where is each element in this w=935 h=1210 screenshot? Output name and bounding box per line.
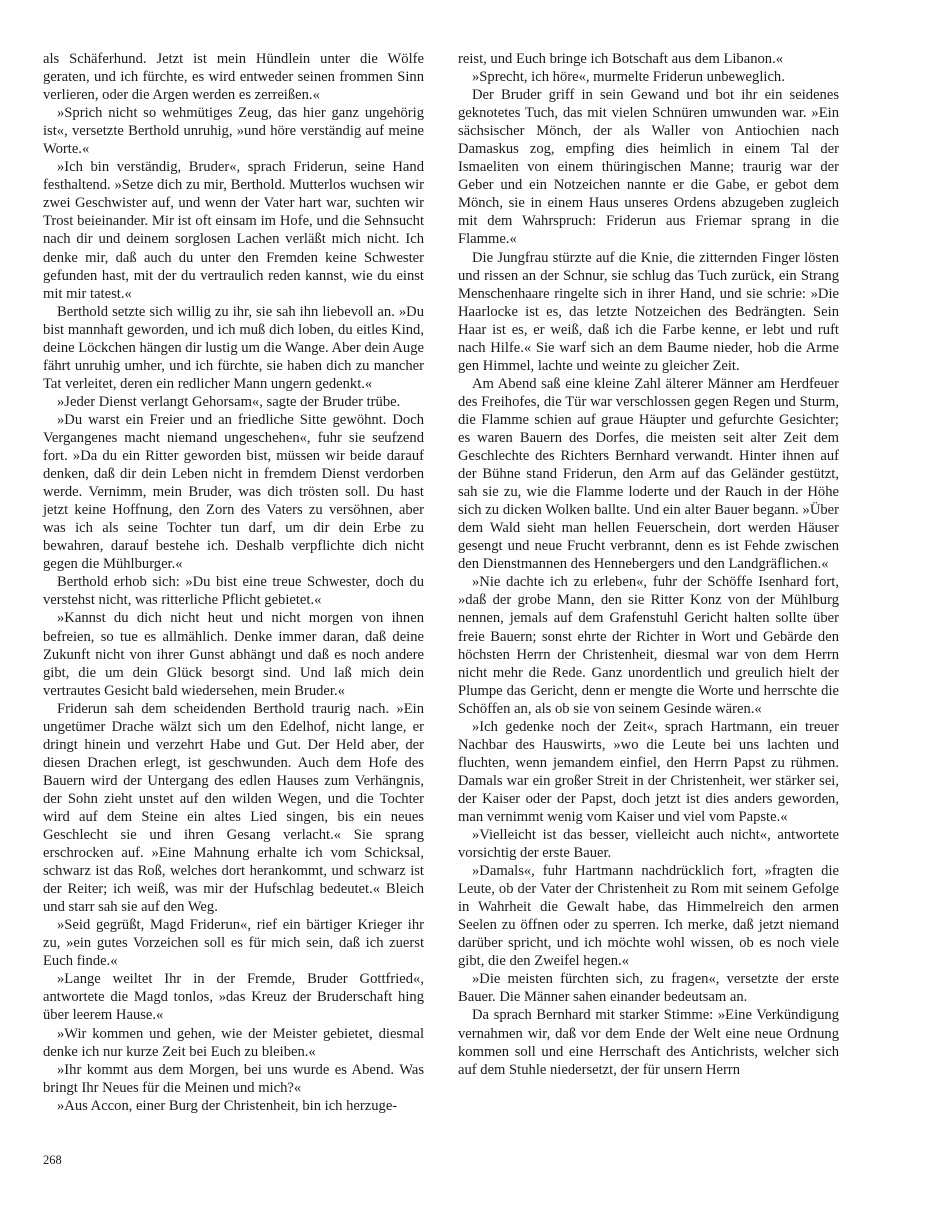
paragraph: »Ihr kommt aus dem Morgen, bei uns wurde es Abend. Was bringt Ihr Neues für die Meinen und mich?« [43, 1061, 424, 1096]
paragraph: »Ich bin verständig, Bruder«, sprach Friderun, seine Hand festhaltend. »Setze dich zu mir, Berthold. Mutterlos wuchsen wir zwei Geschwister auf, und wenn der Vater hart war, suchten wir Trost beieinander. Mir ist oft einsam im Hofe, und die Sehnsucht nach dir und deinem sorglosen Lachen verläßt mich nicht. Ich denke mir, daß auch du unter den Fremden keine Schwester gefunden hast, mit der du vertraulich reden kannst, wie du einst mit mir tatest.« [43, 159, 424, 302]
paragraph: »Kannst du dich nicht heut und nicht morgen von ihnen befreien, so tue es allmählich. Denke immer daran, daß deine Zukunft nicht von ihrer Gunst abhängt und daß es noch andere gibt, die um dein Glück besorgt sind. Und laß mich dein vertrautes Gesicht bald wiedersehen, mein Bruder.« [43, 610, 424, 699]
paragraph: reist, und Euch bringe ich Botschaft aus dem Libanon.« [458, 51, 784, 67]
paragraph: »Jeder Dienst verlangt Gehorsam«, sagte der Bruder trübe. [57, 393, 401, 410]
paragraph: »Aus Accon, einer Burg der Christenheit, bin ich herzuge- [57, 1097, 398, 1114]
paragraph: »Seid gegrüßt, Magd Friderun«, rief ein bärtiger Krieger ihr zu, »ein gutes Vorzeichen soll es für mich sein, daß ich zuerst Euch finde.« [43, 917, 424, 970]
paragraph: Da sprach Bernhard mit starker Stimme: »Eine Verkündigung vernahmen wir, daß vor dem Ende der Welt eine neue Ordnung kommen soll und eine Herrschaft des Antichrists, welcher sich auf dem Stuhle niedersetzt, der für unsern Herrn [458, 1007, 839, 1078]
paragraph: »Nie dachte ich zu erleben«, fuhr der Schöffe Isenhard fort, »daß der grobe Mann, den sie Ritter Konz von der Mühlburg nennen, jemals auf dem Grafenstuhl Gericht halten sollte über freie Bauern; sonst ehrte der Richter in Wort und Gebärde den höchsten Herrn der Christenheit, diesmal war von dem Herrn nicht mehr die Rede. Ganz unordentlich und greulich hielt der Plumpe das Gericht, denn er mengte die Worte und herrschte die Schöffen an, als ob sie von seinem Gesinde wären.« [458, 574, 839, 717]
paragraph: »Sprich nicht so wehmütiges Zeug, das hier ganz ungehörig ist«, versetzte Berthold unruhig, »und höre verständig auf meine Worte.« [43, 105, 424, 158]
paragraph: »Ich gedenke noch der Zeit«, sprach Hartmann, ein treuer Nachbar des Hauswirts, »wo die Leute bei uns lachten und fluchten, wenn jemandem einfiel, den Herrn Papst zu rühmen. Damals war ein großer Streit in der Christenheit, wer stärker sei, der Kaiser oder der Papst, doch jetzt ist dies anders geworden, man vernimmt wenig vom Kaiser und viel vom Papste.« [458, 718, 839, 825]
paragraph: Friderun sah dem scheidenden Berthold traurig nach. »Ein ungetümer Drache wälzt sich um den Edelhof, nicht lange, er dringt hinein und verzehrt Habe und Gut. Der Held aber, der diesen Drachen erlegt, ist geschwunden. Auch dem Hofe des Bauern wird der Untergang des edlen Hauses zum Verhängnis, der Sohn zieht unstet auf den wilden Wegen, und die Tochter wird auf dem Steine ein altes Lied singen, bis ein neues Geschlecht sie und ihren Gesang verlacht.« Sie sprang erschrocken auf. »Eine Mahnung erhalte ich vom Schicksal, schwarz ist das Roß, welches dort herankommt, und schwarz ist der Reiter; ich weiß, was mir der Hufschlag bedeutet.« Bleich und starr sah sie auf den Weg. [43, 700, 424, 916]
paragraph: Am Abend saß eine kleine Zahl älterer Männer am Herdfeuer des Freihofes, die Tür war verschlossen gegen Regen und Sturm, die Flamme schien auf graue Häupter und gefurchte Gesichter; es waren Bauern des Dorfes, die meisten seit alter Zeit dem Geschlechte des Richters Bernhard verwandt. Hinter ihnen auf der Bühne stand Friderun, den Arm auf das Geländer gestützt, sah sie zu, wie die Flamme loderte und der Rauch in der Höhe sich zu dicken Wolken ballte. Und ein alter Bauer begann. »Über dem Wald sieht man hellen Feuerschein, dort werden Häuser gesengt und neue Frucht verbrannt, denn es ist Fehde zwischen den Dienstmannen des Hennebergers und den Landgräflichen.« [458, 375, 839, 573]
paragraph: »Du warst ein Freier und an friedliche Sitte gewöhnt. Doch Vergangenes macht niemand ungeschehen«, fuhr sie seufzend fort. »Da du ein Ritter geworden bist, müssen wir beide darauf denken, daß dir dein Leben nicht in fremdem Dienst verdorben werde. Vernimm, mein Bruder, was dich trösten soll. Du hast jetzt keine Hoffnung, den Zorn des Vaters zu versöhnen, aber was ich als seine Tochter tun darf, um dir dein Erbe zu bewahren, darauf bestehe ich. Deshalb verpflichte dich nicht gegen die Mühlburger.« [43, 411, 424, 573]
paragraph: Die Jungfrau stürzte auf die Knie, die zitternden Finger lösten und rissen an der Schnur, sie schlug das Tuch zurück, ein Strang Menschenhaare ringelte sich in ihrer Hand, und sie schrie: »Die Haarlocke ist es, das letzte Notzeichen des Bedrängten. Sein Haar ist es, er weiß, daß ich die Farbe kenne, er lebt und ruft nach Hilfe.« Sie warf sich an dem Baume nieder, hob die Arme gen Himmel, lachte und weinte zu gleicher Zeit. [458, 249, 839, 374]
paragraph: »Wir kommen und gehen, wie der Meister gebietet, diesmal denke ich nur kurze Zeit bei Euch zu bleiben.« [43, 1025, 424, 1060]
paragraph: »Vielleicht ist das besser, vielleicht auch nicht«, antwortete vorsichtig der erste Bauer. [458, 827, 839, 862]
left-column [43, 50, 424, 1115]
paragraph: »Lange weiltet Ihr in der Fremde, Bruder Gottfried«, antwortete die Magd tonlos, »das Kreuz der Bruderschaft hing über leerem Hause.« [43, 971, 424, 1024]
paragraph: Berthold erhob sich: »Du bist eine treue Schwester, doch du verstehst nicht, was ritterliche Pflicht gebietet.« [43, 574, 424, 609]
paragraph: als Schäferhund. Jetzt ist mein Hündlein unter die Wölfe geraten, und ich fürchte, es wird entweder seinen frommen Sinn verlieren, oder die Argen werden es zerreißen.« [43, 51, 424, 104]
paragraph: »Sprecht, ich höre«, murmelte Friderun unbeweglich. [472, 69, 785, 86]
right-column [458, 50, 839, 1079]
paragraph: Der Bruder griff in sein Gewand und bot ihr ein seidenes geknotetes Tuch, das mit vielen Schnüren umwunden war. »Ein sächsischer Mönch, der als Waller von Antiochien nach Damaskus zog, empfing dies heimlich in einem Tal der Ismaeliten von einem thüringischen Manne; traurig war der Geber und ein Notzeichen nannte er die Gabe, er gebot dem Mönch, sie in einem Haus unseres Ordens abzugeben zugleich mit dem Wahrspruch: Friderun aus Friemar sprang in die Flamme.« [458, 87, 839, 248]
page-number: 268 [43, 1153, 62, 1167]
paragraph: »Die meisten fürchten sich, zu fragen«, versetzte der erste Bauer. Die Männer sahen einander bedeutsam an. [458, 971, 839, 1006]
paragraph: Berthold setzte sich willig zu ihr, sie sah ihn liebevoll an. »Du bist mannhaft geworden, und ich muß dich loben, du eitles Kind, deine Löckchen hängen dir lustig um die Wange. Aber dein Auge fährt unruhig umher, und ich fürchte, sie haben dich zu mancher Tat verleitet, deren ein redlicher Mann ungern gedenkt.« [43, 303, 424, 392]
paragraph: »Damals«, fuhr Hartmann nachdrücklich fort, »fragten die Leute, ob der Vater der Christenheit zu Rom mit seinem Gefolge in Wahrheit die Gewalt habe, das Himmelreich den armen Seelen zu öffnen oder zu sperren. Ich merke, daß jetzt niemand darüber spricht, und ich möchte wohl wissen, ob es noch viele gibt, die den Zweifel hegen.« [458, 863, 839, 970]
